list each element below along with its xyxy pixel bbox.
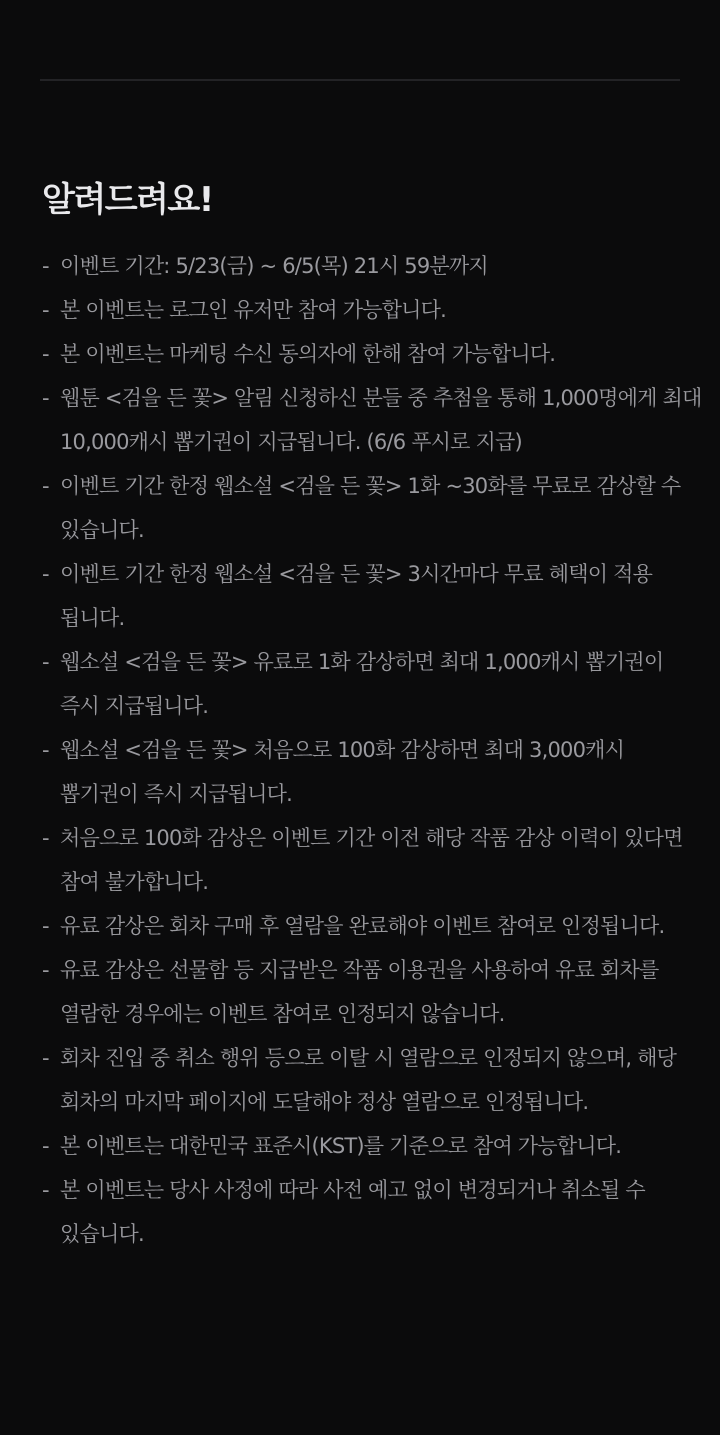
notice-item-free-episodes: [42, 464, 702, 552]
notice-item-first-100: [42, 728, 702, 816]
bullet-dash: -: [42, 1178, 49, 1202]
notice-item-text: 웹툰 <검을 든 꽃> 알림 신청하신 분들 중 추첨을 통해 1,000명에게 최대 10,000캐시 뽑기권이 지급됩니다. (6/6 푸시로 지급): [60, 386, 702, 454]
bullet-dash: -: [42, 826, 49, 850]
notice-item-text: 처음으로 100화 감상은 이벤트 기간 이전 해당 작품 감상 이력이 있다면 참여 불가합니다.: [60, 826, 683, 894]
bullet-dash: -: [42, 386, 49, 410]
notice-list: [42, 244, 702, 1256]
notice-item-text: 웹소설 <검을 든 꽃> 유료로 1화 감상하면 최대 1,000캐시 뽑기권이 즉시 지급됩니다.: [60, 650, 664, 718]
notice-item-webtoon-alarm: [42, 376, 702, 464]
notice-item-history-restriction: [42, 816, 702, 904]
notice-item-gift-ticket: [42, 948, 702, 1036]
section-divider: [40, 79, 680, 81]
bullet-dash: -: [42, 474, 49, 498]
notice-item-period: [42, 244, 702, 288]
notice-item-login: [42, 288, 702, 332]
bullet-dash: -: [42, 958, 49, 982]
notice-item-text: 회차 진입 중 취소 행위 등으로 이탈 시 열람으로 인정되지 않으며, 해당 회차의 마지막 페이지에 도달해야 정상 열람으로 인정됩니다.: [60, 1046, 677, 1114]
notice-item-exit-rule: [42, 1036, 702, 1124]
notice-title: 알려드려요!: [42, 180, 213, 220]
notice-item-text: 웹소설 <검을 든 꽃> 처음으로 100화 감상하면 최대 3,000캐시 뽑기권이 즉시 지급됩니다.: [60, 738, 625, 806]
event-notice-section: [42, 178, 702, 1256]
notice-item-paid-complete: [42, 904, 702, 948]
notice-item-text: 본 이벤트는 대한민국 표준시(KST)를 기준으로 참여 가능합니다.: [60, 1134, 622, 1158]
notice-item-kst: [42, 1124, 702, 1168]
notice-item-paid-1: [42, 640, 702, 728]
notice-item-text: 본 이벤트는 로그인 유저만 참여 가능합니다.: [60, 298, 446, 322]
notice-item-text: 유료 감상은 회차 구매 후 열람을 완료해야 이벤트 참여로 인정됩니다.: [60, 914, 665, 938]
bullet-dash: -: [42, 298, 49, 322]
bullet-dash: -: [42, 562, 49, 586]
bullet-dash: -: [42, 342, 49, 366]
notice-item-text: 본 이벤트는 마케팅 수신 동의자에 한해 참여 가능합니다.: [60, 342, 556, 366]
notice-item-change-notice: [42, 1168, 702, 1256]
notice-item-text: 이벤트 기간 한정 웹소설 <검을 든 꽃> 3시간마다 무료 혜택이 적용 됩니다.: [60, 562, 653, 630]
notice-item-text: 이벤트 기간 한정 웹소설 <검을 든 꽃> 1화 ~30화를 무료로 감상할 수 있습니다.: [60, 474, 681, 542]
bullet-dash: -: [42, 650, 49, 674]
bullet-dash: -: [42, 914, 49, 938]
notice-item-3hour-free: [42, 552, 702, 640]
bullet-dash: -: [42, 254, 49, 278]
bullet-dash: -: [42, 1046, 49, 1070]
notice-item-marketing: [42, 332, 702, 376]
bullet-dash: -: [42, 1134, 49, 1158]
notice-item-text: 이벤트 기간: 5/23(금) ~ 6/5(목) 21시 59분까지: [60, 254, 488, 278]
bullet-dash: -: [42, 738, 49, 762]
notice-item-text: 유료 감상은 선물함 등 지급받은 작품 이용권을 사용하여 유료 회차를 열람한 경우에는 이벤트 참여로 인정되지 않습니다.: [60, 958, 659, 1026]
notice-item-text: 본 이벤트는 당사 사정에 따라 사전 예고 없이 변경되거나 취소될 수 있습니다.: [60, 1178, 645, 1246]
